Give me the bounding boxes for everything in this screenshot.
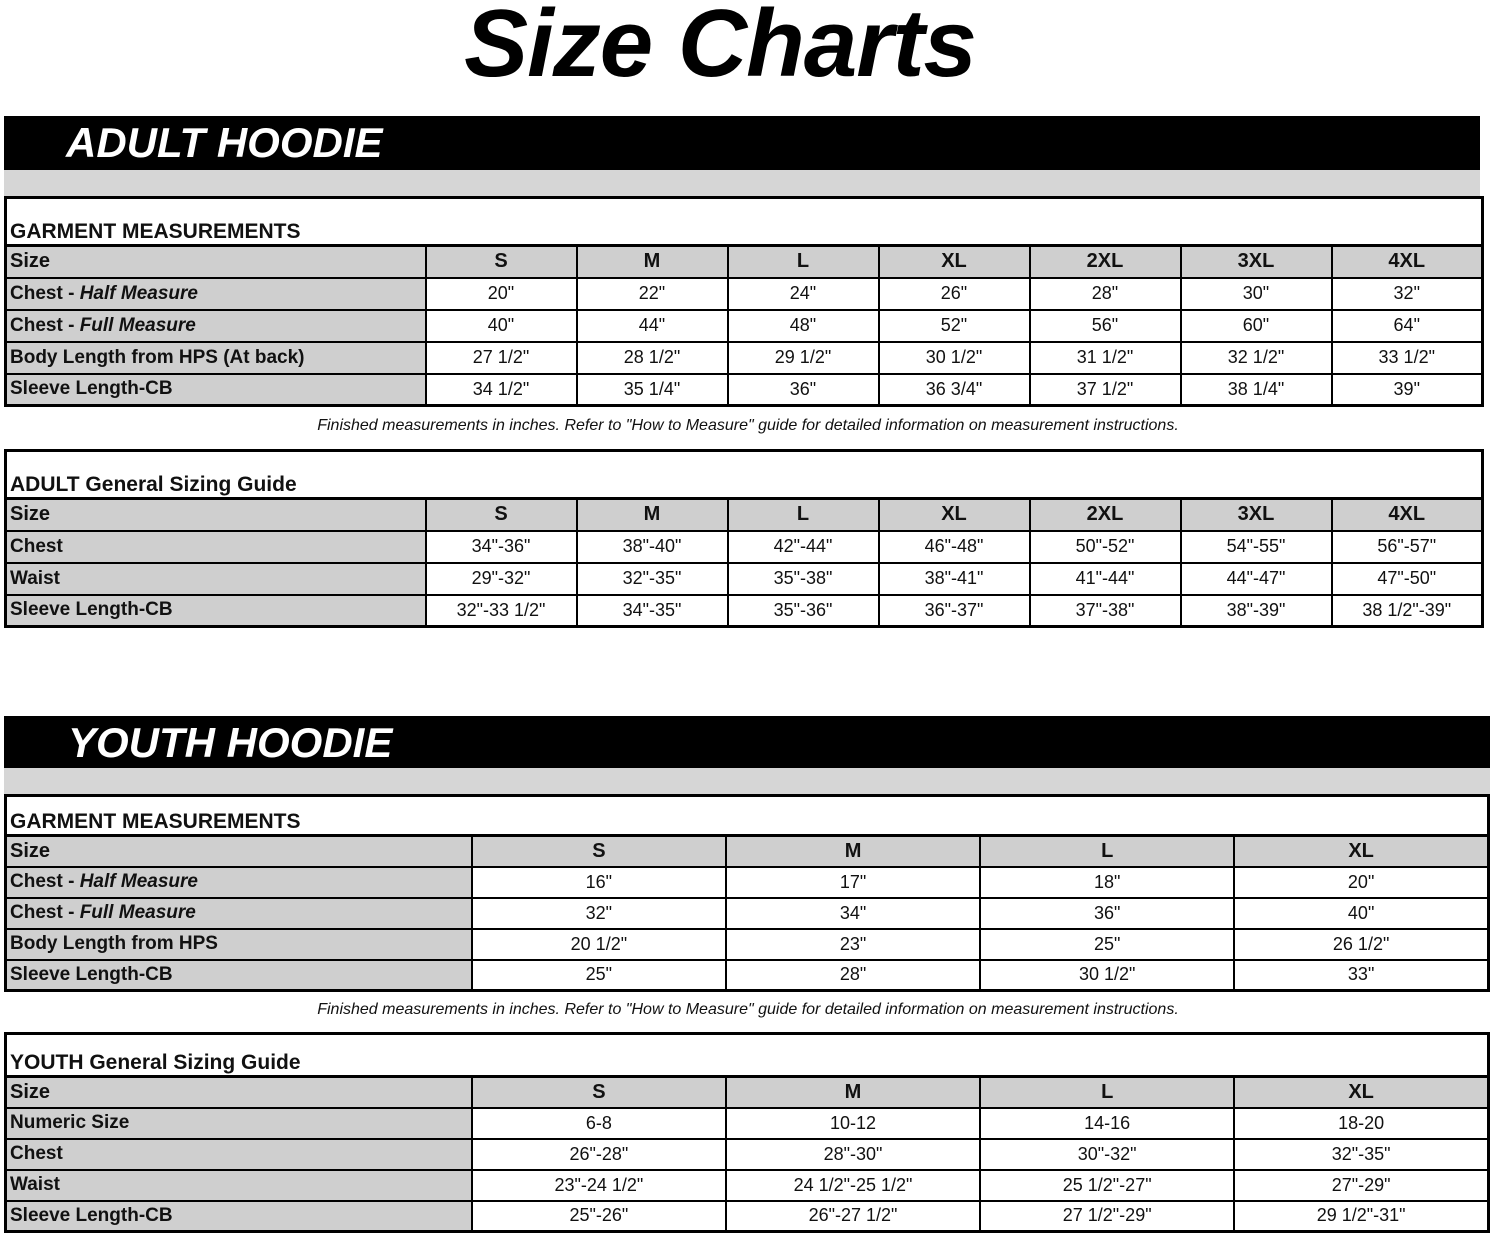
table-cell: 52": [879, 310, 1030, 342]
table-row: [6, 342, 1483, 374]
size-header-cell: 4XL: [1332, 499, 1483, 531]
table-cell: 46"-48": [879, 531, 1030, 563]
table-cell: 30 1/2": [980, 960, 1234, 991]
table-row: [6, 278, 1483, 310]
size-header-cell: XL: [1234, 836, 1488, 867]
row-label-text: Waist: [10, 567, 60, 589]
table-cell: 29 1/2": [728, 342, 879, 374]
table-cell: 39": [1332, 374, 1483, 406]
row-label-emphasis: Half Measure: [79, 282, 198, 304]
table-cell: 26": [879, 278, 1030, 310]
table-cell: 20": [1234, 867, 1488, 898]
table-cell: 40": [426, 310, 577, 342]
row-label-text: Body Length from HPS: [10, 933, 218, 954]
table-row: [6, 929, 1489, 960]
table-cell: 42"-44": [728, 531, 879, 563]
table-cell: 38"-41": [879, 563, 1030, 595]
size-header-cell: M: [577, 246, 728, 278]
table-cell: 25"-26": [472, 1201, 726, 1232]
table-cell: 34"-36": [426, 531, 577, 563]
table-cell: 38 1/2"-39": [1332, 595, 1483, 627]
table-caption: YOUTH General Sizing Guide: [6, 1034, 1489, 1077]
row-label: [6, 1108, 472, 1139]
table-cell: 37"-38": [1030, 595, 1181, 627]
table-cell: 30"-32": [980, 1139, 1234, 1170]
table-cell: 56": [1030, 310, 1181, 342]
table-cell: 26"-28": [472, 1139, 726, 1170]
size-header-cell: 3XL: [1181, 246, 1332, 278]
size-header-cell: 2XL: [1030, 246, 1181, 278]
row-label: [6, 1139, 472, 1170]
table-cell: 25": [472, 960, 726, 991]
table-row: [6, 960, 1489, 991]
table-cell: 26"-27 1/2": [726, 1201, 980, 1232]
table-cell: 22": [577, 278, 728, 310]
row-label-text: Sleeve Length-CB: [10, 599, 173, 621]
size-header-label: Size: [6, 246, 426, 278]
table-row: [6, 867, 1489, 898]
row-label: [6, 374, 426, 406]
table-caption: ADULT General Sizing Guide: [6, 451, 1483, 499]
table-row: [6, 595, 1483, 627]
size-header-cell: S: [472, 836, 726, 867]
size-header-label: Size: [6, 1077, 472, 1108]
table-cell: 23": [726, 929, 980, 960]
table-cell: 48": [728, 310, 879, 342]
size-header-cell: M: [726, 1077, 980, 1108]
table-cell: 23"-24 1/2": [472, 1170, 726, 1201]
table-cell: 38 1/4": [1181, 374, 1332, 406]
row-label: [6, 898, 472, 929]
table-row: [6, 1170, 1489, 1201]
table-cell: 34": [726, 898, 980, 929]
table-cell: 36 3/4": [879, 374, 1030, 406]
size-header-cell: 4XL: [1332, 246, 1483, 278]
table-cell: 28": [726, 960, 980, 991]
table-cell: 20": [426, 278, 577, 310]
size-header-cell: S: [472, 1077, 726, 1108]
adult-measurement-note: Finished measurements in inches. Refer to "How to Measure" guide for detailed information on measurement instructions.: [317, 417, 1179, 434]
table-cell: 24": [728, 278, 879, 310]
table-cell: 36"-37": [879, 595, 1030, 627]
table-cell: 30": [1181, 278, 1332, 310]
table-cell: 25 1/2"-27": [980, 1170, 1234, 1201]
row-label-text: Chest -: [10, 902, 80, 923]
table-cell: 32"-35": [577, 563, 728, 595]
table-cell: 44"-47": [1181, 563, 1332, 595]
table-cell: 26 1/2": [1234, 929, 1488, 960]
table-cell: 32": [472, 898, 726, 929]
page-title: Size Charts: [464, 0, 976, 97]
row-label-text: Chest: [10, 535, 63, 557]
table-caption-row: [6, 796, 1489, 836]
adult-section-header: [4, 116, 1480, 170]
table-cell: 47"-50": [1332, 563, 1483, 595]
youth-garment-table: [4, 794, 1490, 992]
table-cell: 50"-52": [1030, 531, 1181, 563]
row-label-text: Chest: [10, 1143, 63, 1164]
youth-section-title: YOUTH HOODIE: [68, 719, 393, 766]
row-label: [6, 960, 472, 991]
table-row: [6, 1108, 1489, 1139]
row-label-text: Chest -: [10, 282, 80, 304]
adult-section-title: ADULT HOODIE: [66, 119, 383, 166]
table-row: [6, 1139, 1489, 1170]
table-cell: 36": [728, 374, 879, 406]
size-header-cell: L: [980, 1077, 1234, 1108]
row-label-text: Numeric Size: [10, 1112, 130, 1133]
table-caption: GARMENT MEASUREMENTS: [6, 796, 1489, 836]
table-cell: 31 1/2": [1030, 342, 1181, 374]
table-cell: 40": [1234, 898, 1488, 929]
size-header-cell: XL: [879, 246, 1030, 278]
row-label-emphasis: Half Measure: [79, 871, 198, 892]
size-header-cell: 3XL: [1181, 499, 1332, 531]
table-caption-row: [6, 198, 1483, 246]
size-header-row: [6, 246, 1483, 278]
row-label-text: Sleeve Length-CB: [10, 378, 173, 400]
youth-measurement-note: Finished measurements in inches. Refer to "How to Measure" guide for detailed information on measurement instructions.: [317, 1001, 1179, 1018]
size-header-cell: XL: [1234, 1077, 1488, 1108]
table-caption: GARMENT MEASUREMENTS: [6, 198, 1483, 246]
youth-divider-strip: [4, 768, 1490, 794]
table-cell: 64": [1332, 310, 1483, 342]
table-cell: 30 1/2": [879, 342, 1030, 374]
table-cell: 24 1/2"-25 1/2": [726, 1170, 980, 1201]
row-label-text: Chest -: [10, 871, 80, 892]
size-header-cell: M: [577, 499, 728, 531]
adult-garment-table: [4, 196, 1484, 407]
table-cell: 29"-32": [426, 563, 577, 595]
table-cell: 14-16: [980, 1108, 1234, 1139]
table-cell: 33 1/2": [1332, 342, 1483, 374]
size-header-cell: XL: [879, 499, 1030, 531]
row-label: [6, 563, 426, 595]
table-cell: 28": [1030, 278, 1181, 310]
table-cell: 32"-35": [1234, 1139, 1488, 1170]
table-row: [6, 310, 1483, 342]
table-cell: 54"-55": [1181, 531, 1332, 563]
table-row: [6, 563, 1483, 595]
table-cell: 34"-35": [577, 595, 728, 627]
row-label: [6, 531, 426, 563]
table-caption-row: [6, 1034, 1489, 1077]
table-cell: 38"-40": [577, 531, 728, 563]
table-cell: 60": [1181, 310, 1332, 342]
table-cell: 56"-57": [1332, 531, 1483, 563]
table-cell: 38"-39": [1181, 595, 1332, 627]
table-cell: 18": [980, 867, 1234, 898]
adult-sizing-guide-table: [4, 449, 1484, 628]
row-label: [6, 867, 472, 898]
table-cell: 35 1/4": [577, 374, 728, 406]
table-cell: 27"-29": [1234, 1170, 1488, 1201]
table-cell: 27 1/2"-29": [980, 1201, 1234, 1232]
size-header-cell: L: [980, 836, 1234, 867]
table-cell: 35"-38": [728, 563, 879, 595]
table-cell: 20 1/2": [472, 929, 726, 960]
table-cell: 36": [980, 898, 1234, 929]
row-label: [6, 1170, 472, 1201]
row-label: [6, 1201, 472, 1232]
row-label: [6, 342, 426, 374]
table-cell: 10-12: [726, 1108, 980, 1139]
size-header-label: Size: [6, 499, 426, 531]
table-cell: 37 1/2": [1030, 374, 1181, 406]
table-cell: 35"-36": [728, 595, 879, 627]
row-label: [6, 310, 426, 342]
table-cell: 32 1/2": [1181, 342, 1332, 374]
row-label-emphasis: Full Measure: [79, 902, 196, 923]
size-header-cell: L: [728, 246, 879, 278]
table-cell: 18-20: [1234, 1108, 1488, 1139]
size-header-cell: S: [426, 246, 577, 278]
youth-sizing-guide-table: [4, 1032, 1490, 1233]
row-label-text: Chest -: [10, 314, 80, 336]
table-cell: 27 1/2": [426, 342, 577, 374]
table-cell: 17": [726, 867, 980, 898]
size-header-cell: 2XL: [1030, 499, 1181, 531]
table-row: [6, 531, 1483, 563]
row-label-text: Sleeve Length-CB: [10, 1204, 173, 1226]
table-row: [6, 374, 1483, 406]
size-header-cell: S: [426, 499, 577, 531]
table-caption-row: [6, 451, 1483, 499]
row-label-text: Waist: [10, 1174, 60, 1195]
adult-divider-strip: [4, 170, 1480, 196]
table-cell: 32"-33 1/2": [426, 595, 577, 627]
table-row: [6, 1201, 1489, 1232]
table-cell: 16": [472, 867, 726, 898]
table-row: [6, 898, 1489, 929]
size-header-label: Size: [6, 836, 472, 867]
table-cell: 32": [1332, 278, 1483, 310]
size-header-row: [6, 836, 1489, 867]
table-cell: 28"-30": [726, 1139, 980, 1170]
size-header-cell: M: [726, 836, 980, 867]
table-cell: 33": [1234, 960, 1488, 991]
table-cell: 41"-44": [1030, 563, 1181, 595]
row-label-emphasis: Full Measure: [79, 314, 196, 336]
size-header-cell: L: [728, 499, 879, 531]
youth-section-header: [4, 716, 1490, 768]
table-cell: 44": [577, 310, 728, 342]
table-cell: 6-8: [472, 1108, 726, 1139]
size-header-row: [6, 1077, 1489, 1108]
row-label: [6, 278, 426, 310]
row-label-text: Sleeve Length-CB: [10, 963, 173, 985]
table-cell: 25": [980, 929, 1234, 960]
table-cell: 29 1/2"-31": [1234, 1201, 1488, 1232]
size-header-row: [6, 499, 1483, 531]
row-label-text: Body Length from HPS (At back): [10, 346, 305, 368]
row-label: [6, 595, 426, 627]
table-cell: 28 1/2": [577, 342, 728, 374]
row-label: [6, 929, 472, 960]
table-cell: 34 1/2": [426, 374, 577, 406]
